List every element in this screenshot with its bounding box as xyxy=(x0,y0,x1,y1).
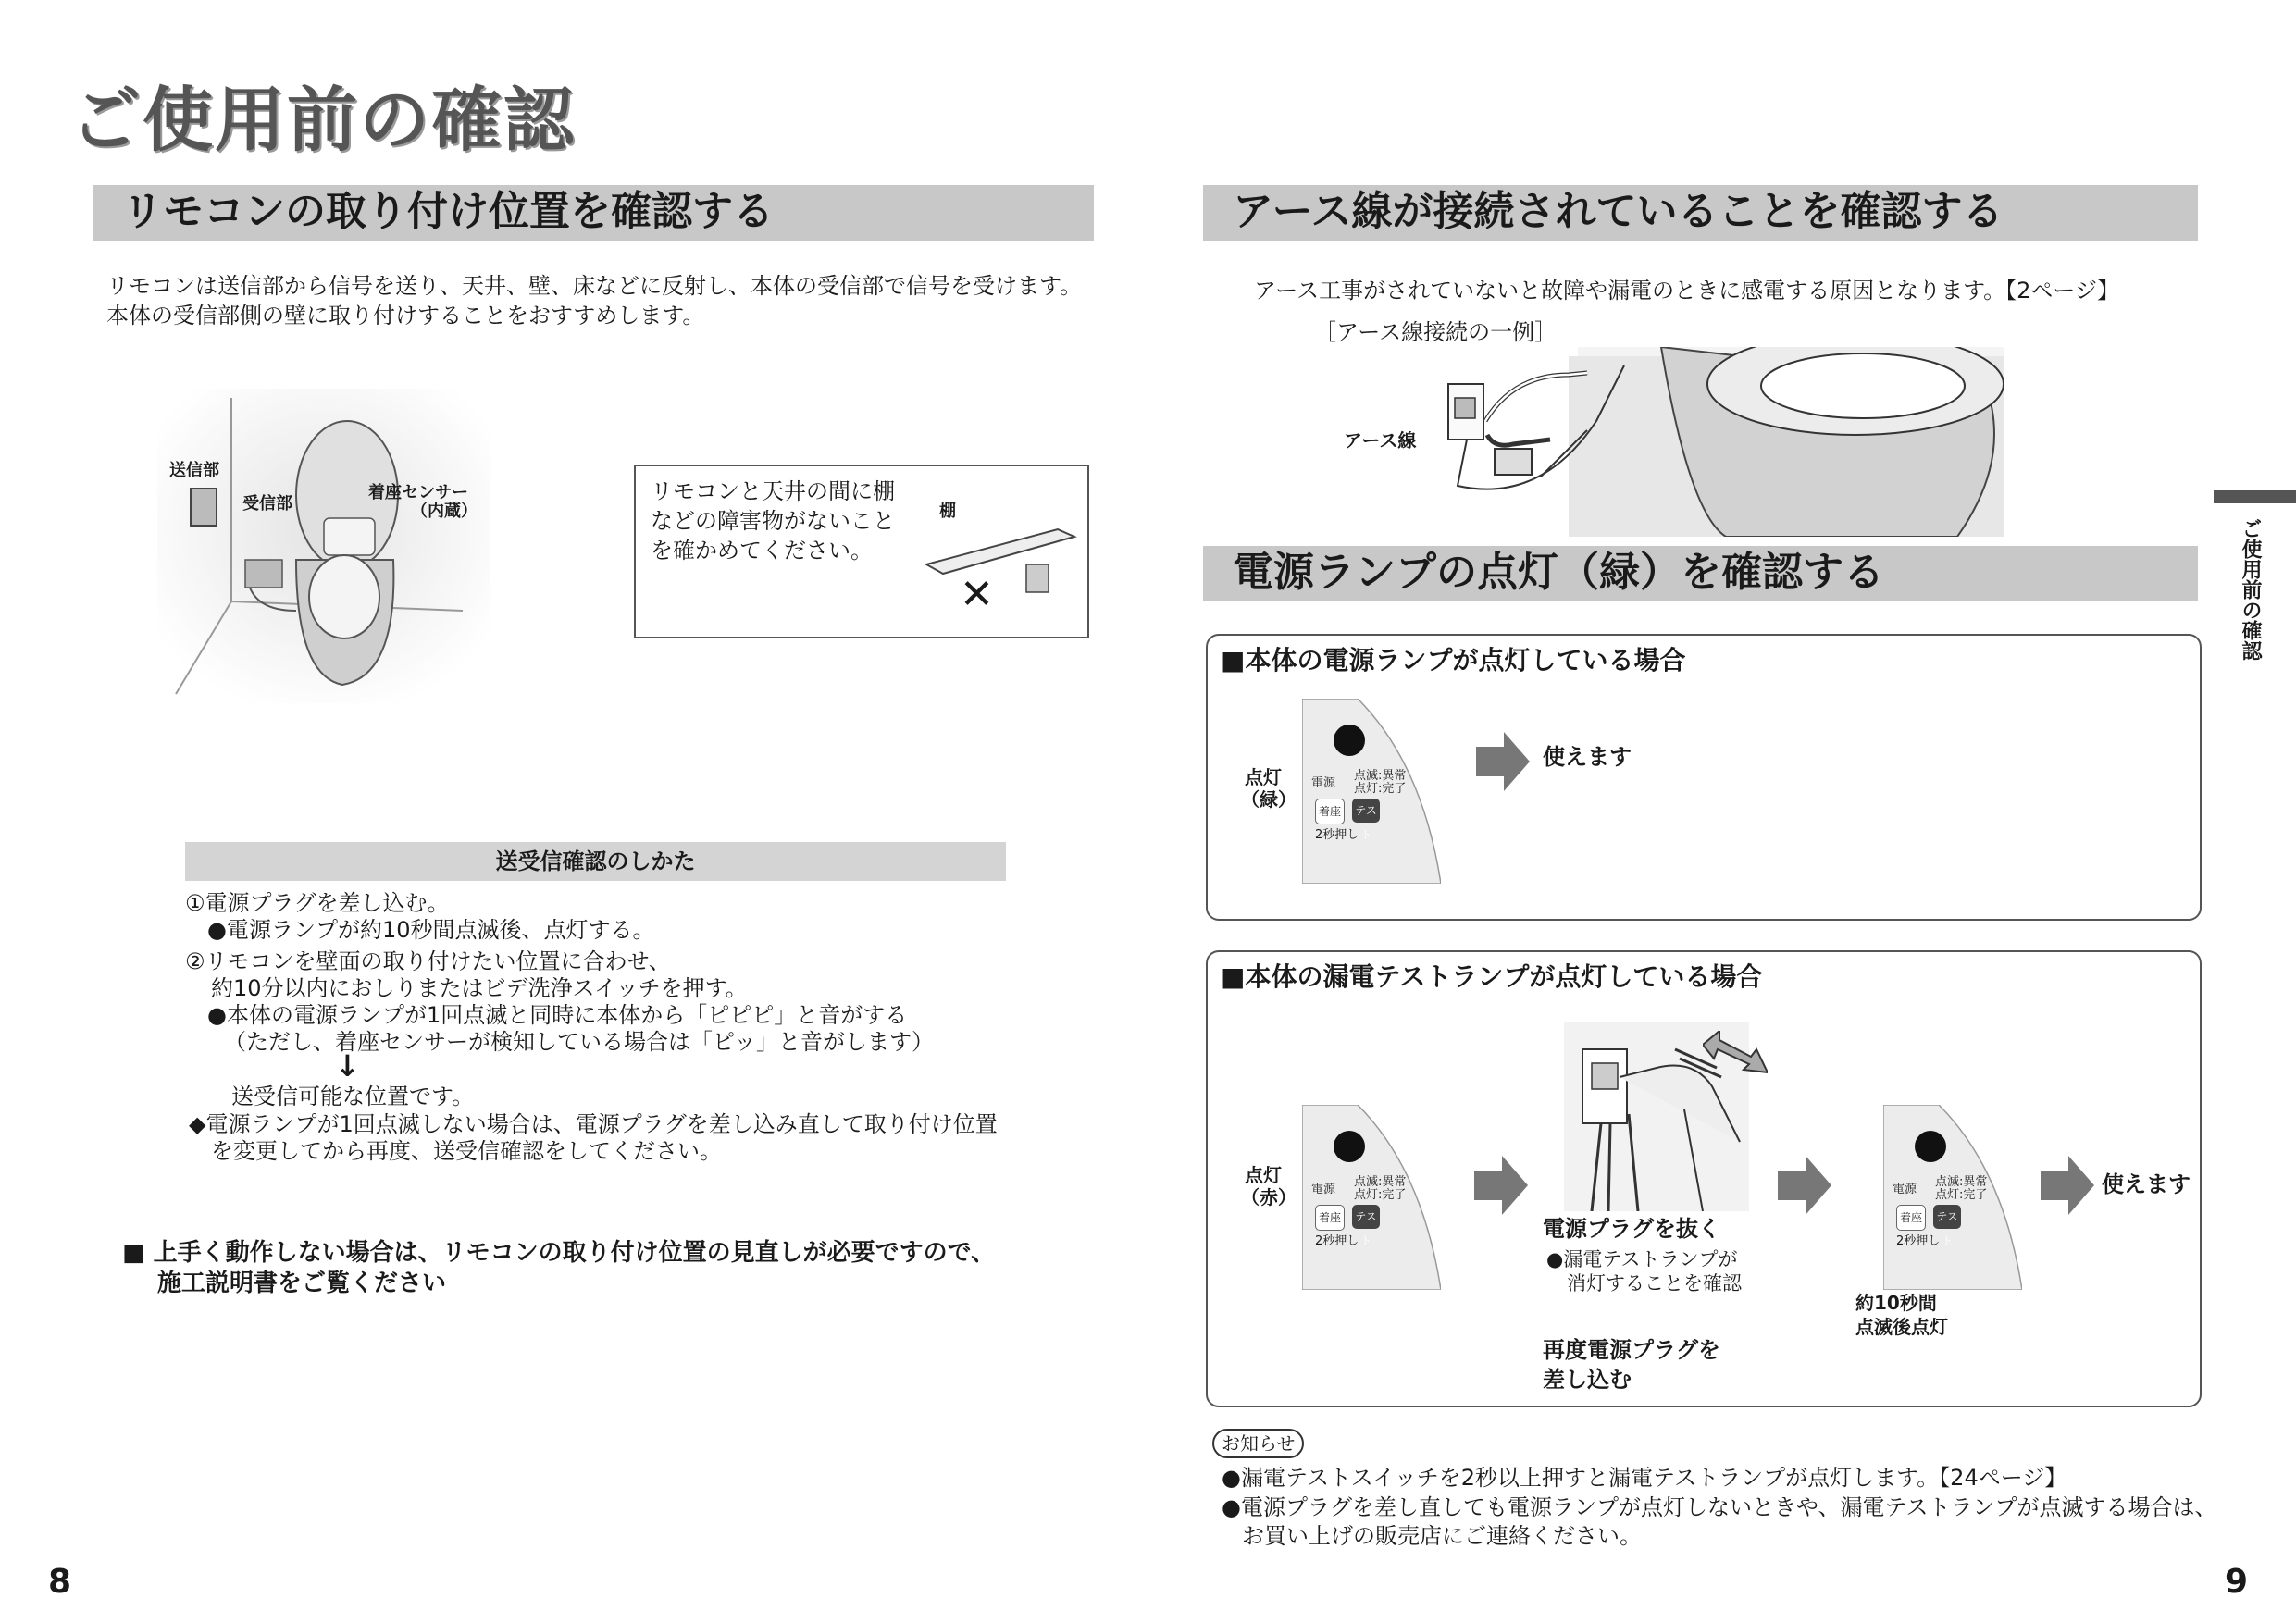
procedure-line-3: ②リモコンを壁面の取り付けたい位置に合わせ、 xyxy=(185,948,671,974)
case1-heading: ■本体の電源ランプが点灯している場合 xyxy=(1221,645,1686,675)
case1-arrow-icon xyxy=(1476,732,1532,791)
case1-power-label: 電源 xyxy=(1311,776,1336,790)
section-title-earth: アース線が接続されていることを確認する xyxy=(1203,185,2198,241)
case2-arrow-1-icon xyxy=(1474,1156,1530,1215)
shelf-label: 棚 xyxy=(939,502,956,521)
earth-wire-label: アース線 xyxy=(1344,429,1417,452)
toilet-room-drawing xyxy=(157,389,490,703)
case1-lit-label: 点灯 xyxy=(1245,766,1282,788)
shelf-drawing xyxy=(923,513,1080,624)
label-sender: 送信部 xyxy=(169,461,219,480)
procedure-line-7: 送受信可能な位置です。 xyxy=(231,1084,475,1109)
unplug-label: 電源プラグを抜く xyxy=(1543,1216,1720,1242)
case2-before-two-sec-label: 2秒押し xyxy=(1315,1234,1359,1248)
label-seat-sensor-note: （内蔵） xyxy=(411,502,478,521)
case2-arrow-3-icon xyxy=(2041,1156,2096,1215)
shelf-note-box xyxy=(634,465,1089,638)
cross-mark-icon: ✕ xyxy=(960,571,994,618)
case1-two-sec-label: 2秒押し xyxy=(1315,828,1359,842)
shelf-note-line-2: などの障害物がないこと xyxy=(651,508,895,534)
procedure-line-2: ●電源ランプが約10秒間点滅後、点灯する。 xyxy=(207,917,655,943)
case2-before-blink-label: 点滅:異常 xyxy=(1354,1175,1407,1189)
case2-before-done-label: 点灯:完了 xyxy=(1354,1188,1407,1202)
earth-drawing xyxy=(1430,347,2004,537)
earth-example-label: ［アース線接続の一例］ xyxy=(1314,319,1558,345)
case2-before-test-button: テスト xyxy=(1352,1205,1380,1229)
procedure-line-9: を変更してから再度、送受信確認をしてください。 xyxy=(211,1138,722,1164)
case2-result: 使えます xyxy=(2102,1171,2191,1197)
case2-after-seat-button: 着座 xyxy=(1896,1205,1926,1231)
procedure-line-1: ①電源プラグを差し込む。 xyxy=(185,890,450,916)
notice-badge: お知らせ xyxy=(1212,1429,1304,1458)
intro-line-2: 本体の受信部側の壁に取り付けすることをおすすめします。 xyxy=(106,303,705,328)
case1-lamp-icon xyxy=(1334,725,1365,756)
case2-lamp-before-icon xyxy=(1334,1131,1365,1162)
procedure-line-4: 約10分以内におしりまたはビデ洗浄スイッチを押す。 xyxy=(211,975,748,1001)
label-seat-sensor: 着座センサー xyxy=(368,483,468,502)
side-tab-label: ご使用前の確認 xyxy=(2239,518,2262,661)
unplug-note-line-2: 消灯することを確認 xyxy=(1567,1272,1742,1295)
case1-done-label: 点灯:完了 xyxy=(1354,782,1407,796)
section-title-power-lamp: 電源ランプの点灯（緑）を確認する xyxy=(1203,546,2198,601)
case1-test-button: テスト xyxy=(1352,799,1380,823)
case2-heading: ■本体の漏電テストランプが点灯している場合 xyxy=(1221,961,1763,992)
procedure-title: 送受信確認のしかた xyxy=(185,842,1006,881)
toilet-room-illustration xyxy=(157,389,490,703)
side-tab-bar xyxy=(2214,490,2296,503)
case2-after-done-label: 点灯:完了 xyxy=(1935,1188,1988,1202)
case2-before-power-label: 電源 xyxy=(1311,1183,1336,1196)
case1-blink-label: 点滅:異常 xyxy=(1354,769,1407,783)
case2-arrow-2-icon xyxy=(1778,1156,1833,1215)
notice-line-3: お買い上げの販売店にご連絡ください。 xyxy=(1242,1523,1642,1549)
case2-after-test-button: テスト xyxy=(1933,1205,1961,1229)
blink-line-1: 約10秒間 xyxy=(1855,1292,1937,1314)
procedure-line-5: ●本体の電源ランプが1回点滅と同時に本体から「ピピピ」と音がする xyxy=(207,1002,908,1028)
procedure-line-8: ◆電源ランプが1回点滅しない場合は、電源プラグを差し込み直して取り付け位置 xyxy=(189,1111,998,1137)
case1-control-panel xyxy=(1302,699,1441,884)
case2-lit-label: 点灯 xyxy=(1245,1164,1282,1186)
page-number-right: 9 xyxy=(2225,1563,2249,1601)
case2-lit-color: （赤） xyxy=(1241,1186,1297,1208)
page-title: ご使用前の確認 xyxy=(70,79,576,161)
case2-after-power-label: 電源 xyxy=(1893,1183,1917,1196)
intro-line-1: リモコンは送信部から信号を送り、天井、壁、床などに反射し、本体の受信部で信号を受けます。 xyxy=(106,273,1083,299)
procedure-line-6: （ただし、着座センサーが検知している場合は「ピッ」と音がします） xyxy=(224,1029,935,1055)
case2-control-panel-after xyxy=(1883,1105,2022,1290)
down-arrow-icon: ↓ xyxy=(335,1048,360,1084)
case2-after-two-sec-label: 2秒押し xyxy=(1896,1234,1941,1248)
unplug-note-line-1: ●漏電テストランプが xyxy=(1546,1248,1738,1270)
case2-control-panel-before xyxy=(1302,1105,1441,1290)
notice-line-1: ●漏電テストスイッチを2秒以上押すと漏電テストランプが点灯します。【24ページ】 xyxy=(1222,1465,2067,1491)
case2-lamp-after-icon xyxy=(1915,1131,1946,1162)
bottom-note-line-1: ■ 上手く動作しない場合は、リモコンの取り付け位置の見直しが必要ですので、 xyxy=(122,1239,996,1267)
replug-line-2: 差し込む xyxy=(1543,1367,1632,1393)
shelf-note-line-3: を確かめてください。 xyxy=(651,538,873,564)
case2-after-blink-label: 点滅:異常 xyxy=(1935,1175,1988,1189)
page-number-left: 8 xyxy=(48,1563,72,1601)
bottom-note-line-2: 施工説明書をご覧ください xyxy=(157,1270,447,1297)
blink-line-2: 点滅後点灯 xyxy=(1855,1316,1948,1338)
case2-before-seat-button: 着座 xyxy=(1315,1205,1345,1231)
replug-line-1: 再度電源プラグを xyxy=(1543,1337,1720,1363)
label-receiver: 受信部 xyxy=(242,494,292,514)
section-title-remote-position: リモコンの取り付け位置を確認する xyxy=(93,185,1094,241)
case1-seat-button: 着座 xyxy=(1315,799,1345,824)
earth-wire-illustration xyxy=(1430,347,2004,537)
case1-result: 使えます xyxy=(1543,744,1632,770)
earth-text: アース工事がされていないと故障や漏電のときに感電する原因となります。【2ページ】 xyxy=(1254,278,2119,304)
case1-box xyxy=(1206,634,2202,921)
double-arrow-icon xyxy=(1703,1031,1768,1077)
shelf-note-line-1: リモコンと天井の間に棚 xyxy=(651,478,895,504)
notice-line-2: ●電源プラグを差し直しても電源ランプが点灯しないときや、漏電テストランプが点滅する場合は、 xyxy=(1222,1494,2217,1520)
case2-box xyxy=(1206,950,2202,1407)
case1-lit-color: （緑） xyxy=(1241,788,1297,811)
